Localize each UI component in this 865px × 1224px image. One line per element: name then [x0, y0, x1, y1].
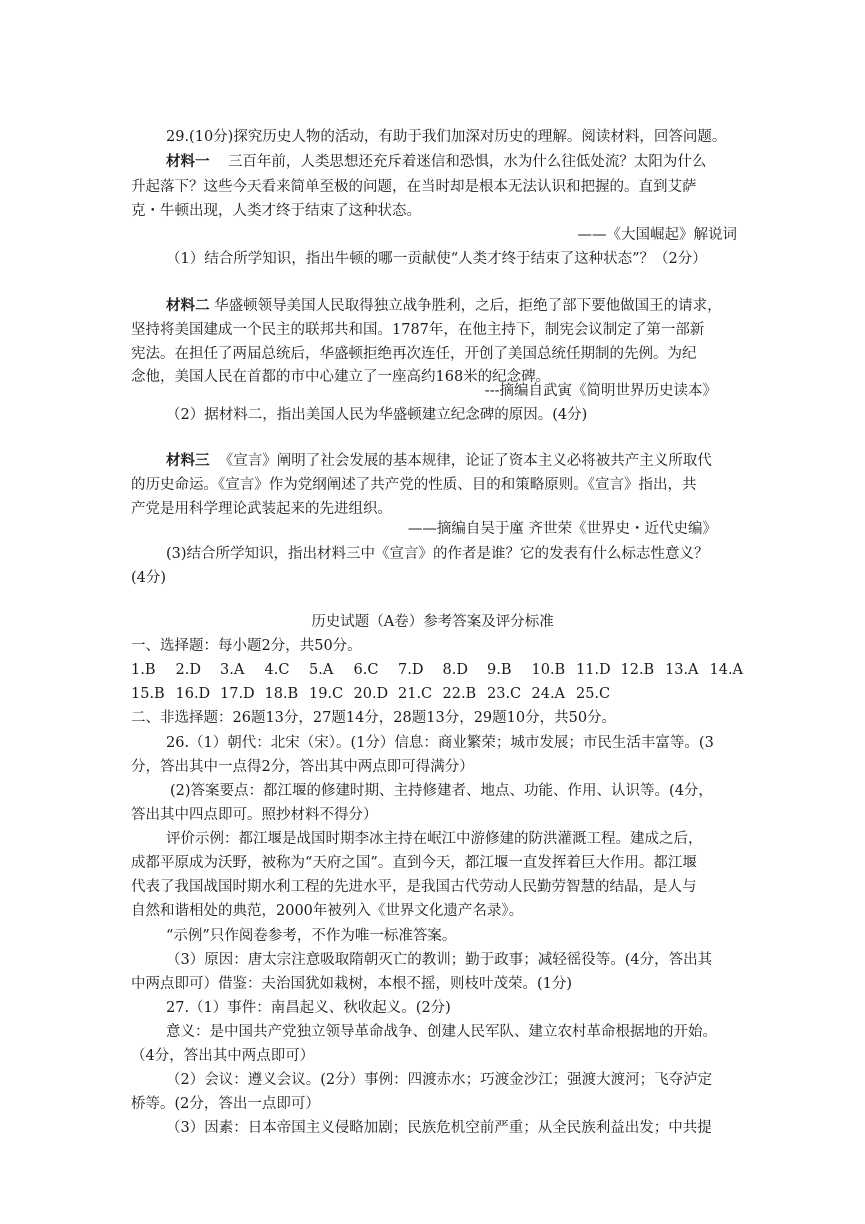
answer-line: (2)答案要点：都江堰的修建时期、主持修建者、地点、功能、作用、认识等。(4分，: [170, 783, 713, 799]
mc-answer: 14.A: [709, 662, 744, 678]
material-1-label: 材料一: [166, 153, 210, 170]
material-2-label: 材料二: [166, 297, 210, 314]
answer-line: “示例”只作阅卷参考，不作为唯一标准答案。: [166, 928, 457, 944]
mc-answer: 3.A: [220, 662, 245, 678]
mc-answer: 10.B: [531, 662, 566, 678]
mc-answer: 2.D: [175, 662, 201, 678]
mc-answer: 1.B: [131, 662, 156, 678]
answer-line: 中两点即可）借鉴：夫治国犹如栽树，本根不摇，则枝叶茂荣。(1分): [131, 976, 573, 992]
material-1-line: [166, 152, 706, 172]
answer-row: [131, 660, 751, 680]
answer-line: （3）原因：唐太宗注意吸取隋朝灭亡的教训；勤于政事；减轻徭役等。(4分，答出其: [166, 952, 713, 968]
material-3-source: ——摘编自吴于廑 齐世荣《世界史・近代史编》: [407, 521, 717, 537]
mc-answer: 20.D: [353, 686, 389, 702]
answer-line: 27.（1）事件：南昌起义、秋收起义。(2分): [166, 1000, 451, 1016]
material-2-text: 念他，美国人民在首都的市中心建立了一座高约168米的纪念碑。: [131, 369, 551, 385]
answer-line: 评价示例：都江堰是战国时期李冰主持在岷江中游修建的防洪灌溉工程。建成之后，: [166, 831, 703, 847]
material-3-text: 《宣言》阐明了社会发展的基本规律，论证了资本主义必将被共产主义所取代: [218, 453, 712, 469]
material-1-text: 升起落下？这些今天看来简单至极的问题，在当时却是根本无法认识和把握的。直到艾萨: [131, 179, 697, 195]
material-2-text: 坚持将美国建成一个民主的联邦共和国。1787年，在他主持下，制宪会议制定了第一部新: [131, 322, 705, 338]
answer-key-title: 历史试题（A卷）参考答案及评分标准: [311, 614, 554, 630]
mc-answer: 11.D: [576, 662, 611, 678]
mc-answer: 15.B: [131, 686, 165, 702]
answer-line: 意义：是中国共产党独立领导革命战争、创建人民军队、建立农村革命根据地的开始。: [166, 1024, 717, 1040]
material-1-text: 克・牛顿出现，人类才终于结束了这种状态。: [131, 203, 421, 219]
mc-answer: 23.C: [487, 686, 522, 702]
material-2-line: [166, 296, 722, 316]
answer-line: 代表了我国战国时期水利工程的先进水平，是我国古代劳动人民勤劳智慧的结晶，是人与: [131, 879, 697, 895]
mc-answer: 7.D: [398, 662, 424, 678]
question-29-3: (4分): [131, 570, 167, 586]
material-2-source: ---摘编自武寅《简明世界历史读本》: [484, 383, 717, 399]
material-1-text: 三百年前，人类思想还充斥着迷信和恐惧，水为什么往低处流？太阳为什么: [227, 154, 707, 170]
answer-line: 分，答出其中一点得2分，答出其中两点即可得满分）: [131, 759, 474, 775]
mc-answer: 12.B: [620, 662, 655, 678]
question-29-3: (3)结合所学知识，指出材料三中《宣言》的作者是谁？它的发表有什么标志性意义？: [166, 546, 709, 562]
mc-answer: 25.C: [576, 686, 611, 702]
material-2-text: 宪法。在担任了两届总统后，华盛顿拒绝再次连任，开创了美国总统任期制的先例。为纪: [131, 346, 697, 362]
mc-answer: 16.D: [175, 686, 211, 702]
answer-line: 自然和谐相处的典范，2000年被列入《世界文化遗产名录》。: [131, 903, 524, 919]
mc-answer: 24.A: [531, 686, 566, 702]
question-29-2: （2）据材料二，指出美国人民为华盛顿建立纪念碑的原因。(4分): [166, 407, 588, 423]
section-1-heading: 一、选择题：每小题2分，共50分。: [131, 638, 362, 654]
material-3-label: 材料三: [166, 452, 210, 469]
answer-line: （2）会议：遵义会议。(2分）事例：四渡赤水；巧渡金沙江；强渡大渡河；飞夺泸定: [166, 1072, 713, 1088]
answer-line: 答出其中四点即可。照抄材料不得分）: [131, 807, 378, 823]
answer-line: （3）因素：日本帝国主义侵略加剧；民族危机空前严重；从全民族利益出发；中共提: [166, 1120, 712, 1136]
material-1-source: ——《大国崛起》解说词: [577, 227, 737, 243]
mc-answer: 13.A: [665, 662, 699, 678]
mc-answer: 8.D: [442, 662, 468, 678]
mc-answer: 21.C: [398, 686, 433, 702]
mc-answer: 22.B: [442, 686, 477, 702]
answer-row: [131, 684, 751, 704]
material-3-line: [166, 451, 712, 471]
q29-intro: 29.(10分)探究历史人物的活动，有助于我们加深对历史的理解。阅读材料，回答问题。: [166, 129, 727, 145]
mc-answer: 4.C: [264, 662, 290, 678]
answer-line: （4分，答出其中两点即可）: [131, 1048, 315, 1064]
answer-line: 26.（1）朝代：北宋（宋）。(1分）信息：商业繁荣；城市发展；市民生活丰富等。(3: [166, 735, 714, 751]
section-2-heading: 二、非选择题：26题13分，27题14分，28题13分，29题10分，共50分。: [131, 710, 617, 726]
material-3-text: 产党是用科学理论武装起来的先进组织。: [131, 501, 392, 517]
mc-answer: 5.A: [309, 662, 334, 678]
question-29-1: （1）结合所学知识，指出牛顿的哪一贡献使“人类才终于结束了这种状态”？（2分）: [166, 251, 707, 267]
mc-answer: 19.C: [309, 686, 344, 702]
answer-line: 桥等。(2分，答出一点即可）: [131, 1096, 320, 1112]
mc-answer: 18.B: [264, 686, 299, 702]
answer-line: 成都平原成为沃野，被称为“天府之国”。直到今天，都江堰一直发挥着巨大作用。都江堰: [131, 855, 697, 871]
material-3-text: 的历史命运。《宣言》作为党纲阐述了共产党的性质、目的和策略原则。《宣言》指出，共: [131, 477, 697, 493]
material-2-text: 华盛顿领导美国人民取得独立战争胜利，之后，拒绝了部下要他做国王的请求，: [214, 298, 722, 314]
mc-answer: 9.B: [487, 662, 512, 678]
mc-answer: 6.C: [353, 662, 379, 678]
mc-answer: 17.D: [220, 686, 255, 702]
